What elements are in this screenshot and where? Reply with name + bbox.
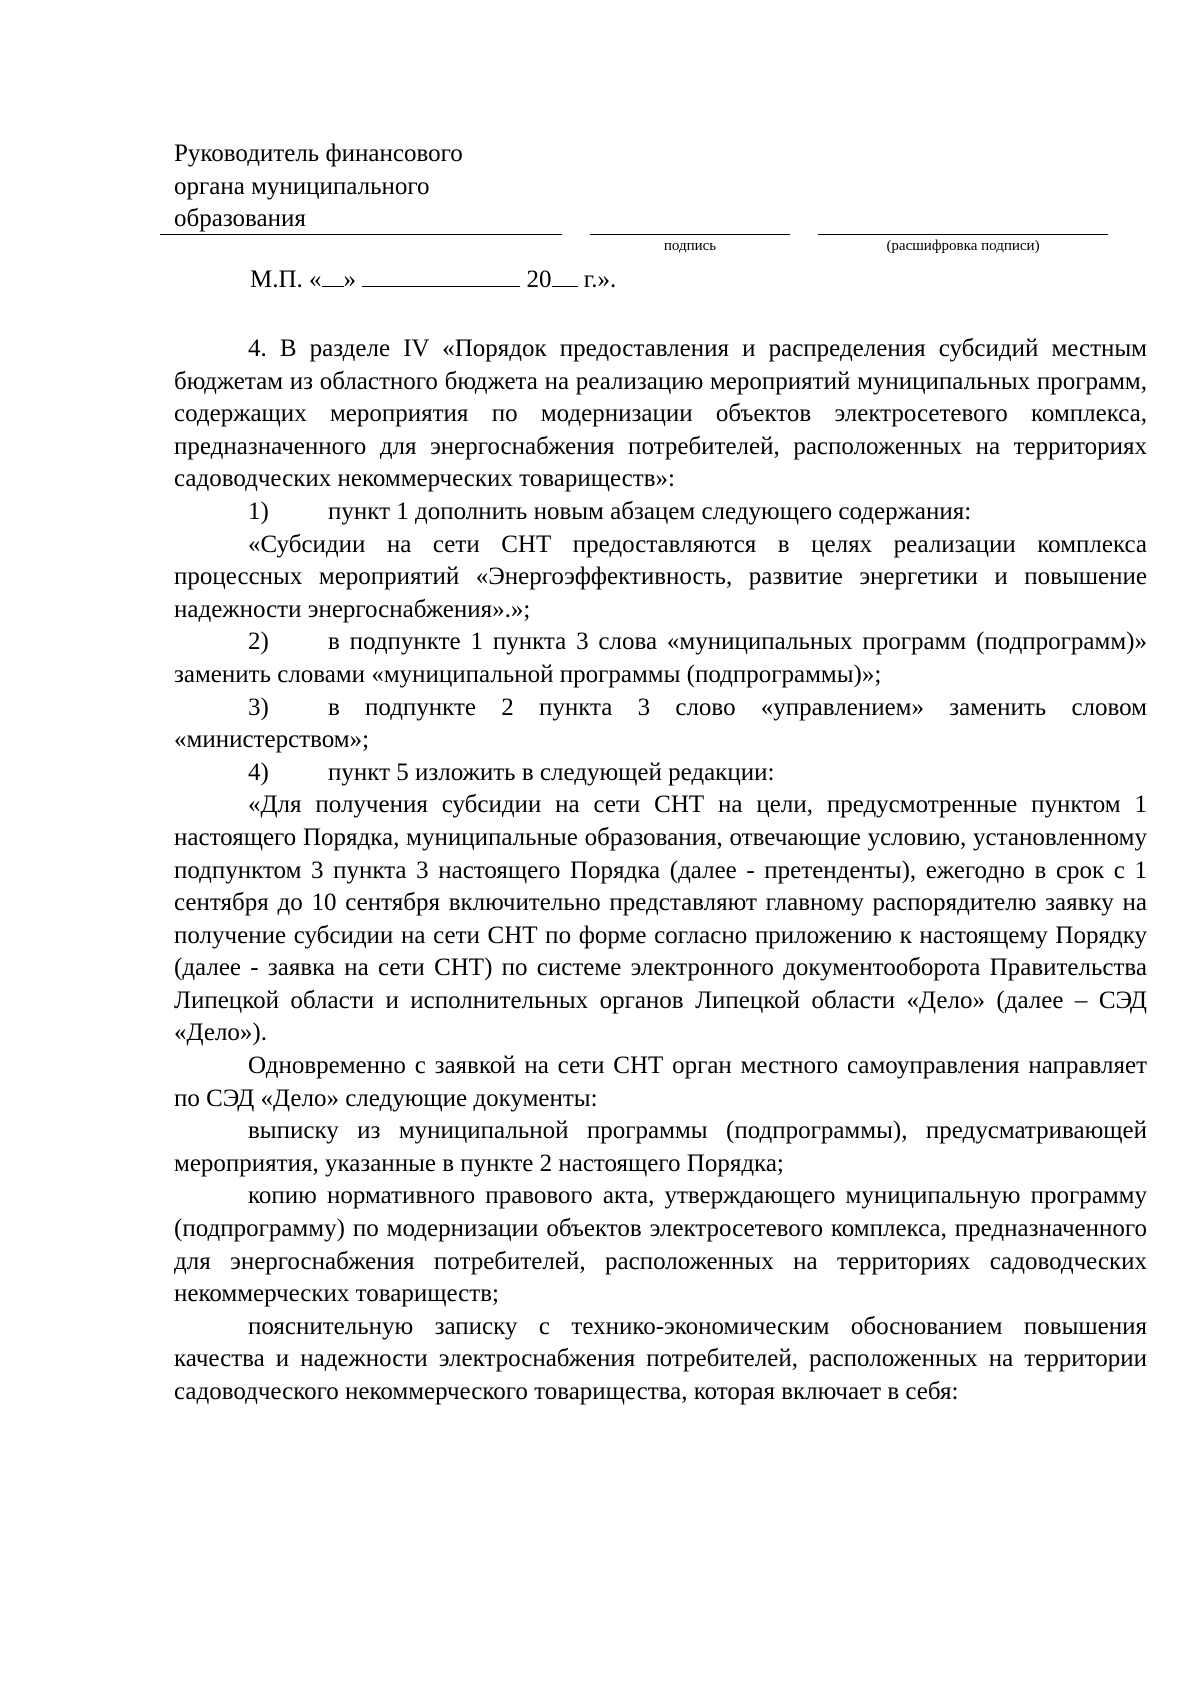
signature-underline <box>590 234 790 235</box>
list-item <box>174 692 1147 757</box>
list-item <box>174 496 1147 529</box>
paragraph <box>174 1180 1147 1310</box>
paragraph-text: пояснительную записку с технико-экономическим обоснованием повышения качества и надежности электроснабжения потребителей, расположенных на территории садоводческого некоммерческого товарищества, которая включает в себя: <box>174 1312 1147 1405</box>
mp-year: 20 <box>520 266 552 293</box>
paragraph-text: «Для получения субсидии на сети СНТ на цели, предусмотренные пунктом 1 настоящего Порядка, муниципальные образования, отвечающие условию, установленному подпунктом 3 пункта 3 настоящего Порядка (далее - претенденты), ежегодно в срок с 1 сентября до 10 сентября включительно представляют главному распорядителю заявку на получение субсидии на сети СНТ по форме согласно приложению к настоящему Порядку (далее - заявка на сети СНТ) по системе электронного документооборота Правительства Липецкой области и исполнительных органов Липецкой области «Дело» (далее – СЭД «Дело»). <box>174 791 1147 1047</box>
signature-caption: подпись <box>663 238 717 254</box>
decoding-caption: (расшифровка подписи) <box>886 238 1040 254</box>
list-item <box>174 626 1147 691</box>
mp-prefix: М.П. « <box>250 266 322 293</box>
list-number: 4) <box>248 758 269 786</box>
month-blank <box>362 264 520 287</box>
paragraph-text: пункт 5 изложить в следующей редакции: <box>328 758 775 786</box>
paragraph <box>174 529 1147 627</box>
paragraph-text: копию нормативного правового акта, утверждающего муниципальную программу (подпрограмму) по модернизации объектов электросетевого комплекса, предназначенного для энергоснабжения потребителей, расположенных на территориях садоводческих некоммерческих товариществ; <box>174 1182 1147 1308</box>
signature-title-line: Руководитель финансового <box>174 140 463 167</box>
mp-suffix: г.». <box>577 266 617 293</box>
signature-title-line: органа муниципального <box>174 172 430 200</box>
paragraph-text: в подпункте 2 пункта 3 слово «управлением» заменить словом «министерством»; <box>174 693 1147 754</box>
paragraph <box>174 1050 1147 1115</box>
signature-title-line: образования <box>174 205 306 232</box>
day-blank <box>322 264 344 287</box>
year-blank <box>552 264 578 287</box>
list-number: 3) <box>248 693 269 721</box>
decoding-underline <box>818 234 1108 235</box>
list-item <box>174 757 1147 790</box>
signature-block-title <box>174 138 463 236</box>
document-body <box>174 333 1147 1409</box>
stamp-date-line <box>250 264 616 295</box>
paragraph-text: выписку из муниципальной программы (подпрограммы), предусматривающей мероприятия, указанные в пункте 2 настоящего Порядка; <box>174 1117 1147 1177</box>
list-number: 2) <box>248 628 269 656</box>
paragraph-text: пункт 1 дополнить новым абзацем следующего содержания: <box>328 497 972 525</box>
list-number: 1) <box>248 497 269 525</box>
mp-mid: » <box>343 266 363 293</box>
paragraph-text: «Субсидии на сети СНТ предоставляются в целях реализации комплекса процессных мероприятий «Энергоэффективность, развитие энергетики и повышение надежности энергоснабжения».»; <box>174 530 1147 623</box>
paragraph <box>174 789 1147 1050</box>
paragraph-text: в подпункте 1 пункта 3 слова «муниципальных программ (подпрограмм)» заменить словами «муниципальной программы (подпрограммы)»; <box>174 628 1147 688</box>
paragraph <box>174 1115 1147 1180</box>
paragraph <box>174 333 1147 496</box>
paragraph-text: Одновременно с заявкой на сети СНТ орган местного самоуправления направляет по СЭД «Дело» следующие документы: <box>174 1052 1147 1112</box>
paragraph <box>174 1311 1147 1409</box>
paragraph-text: 4. В разделе IV «Порядок предоставления и распределения субсидий местным бюджетам из областного бюджета на реализацию мероприятий муниципальных программ, содержащих мероприятия по модернизации объектов электросетевого комплекса, предназначенного для энергоснабжения потребителей, расположенных на территориях садоводческих некоммерческих товариществ»: <box>174 335 1147 493</box>
position-underline <box>160 234 562 235</box>
